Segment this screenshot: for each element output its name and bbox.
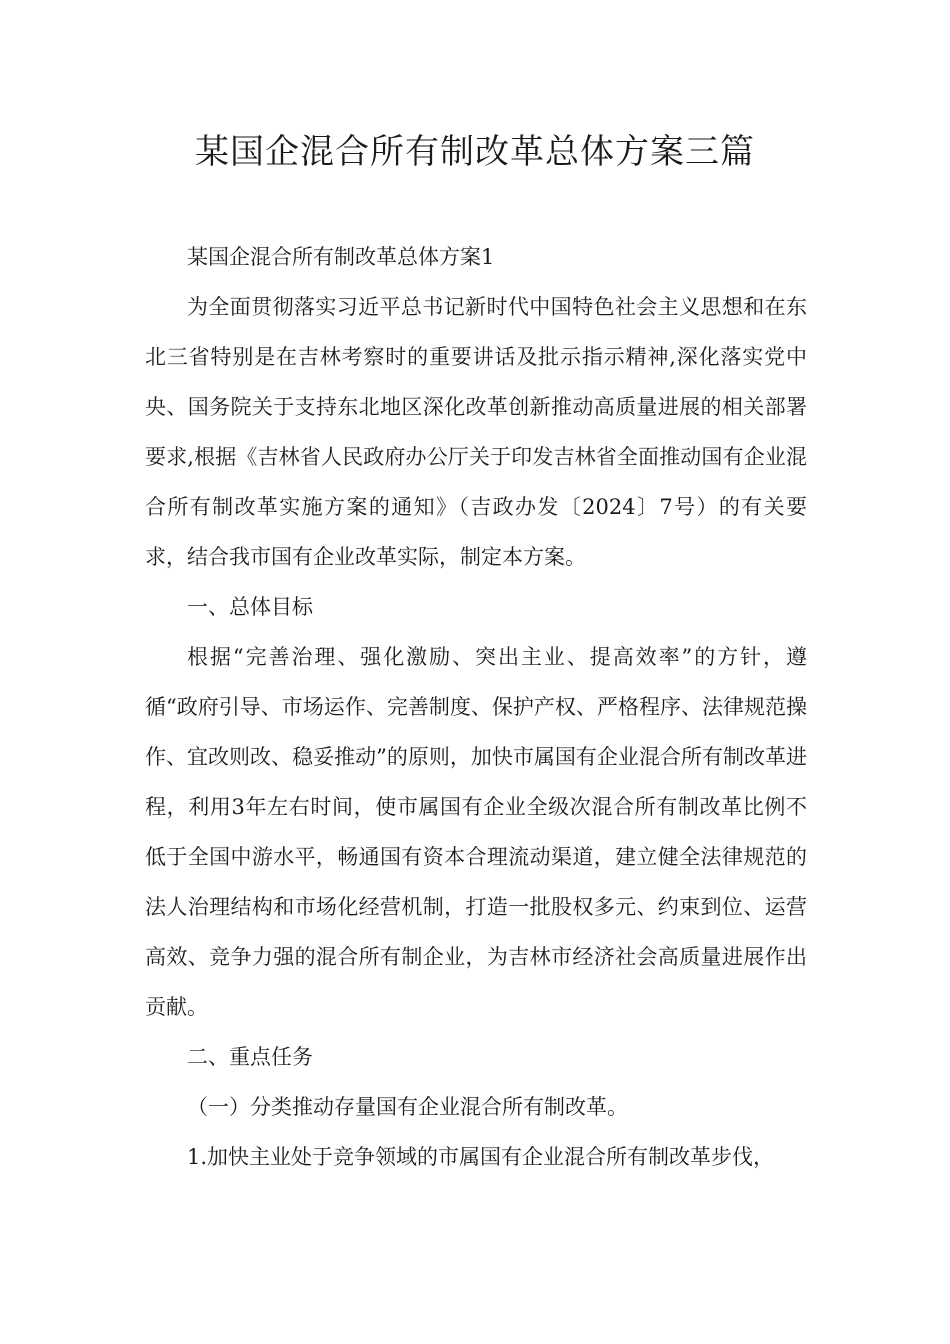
subtitle-paragraph: 某国企混合所有制改革总体方案1 [187, 245, 495, 269]
overall-goal-paragraph: 根据“完善治理、强化激励、突出主业、提高效率”的方针，遵循“政府引导、市场运作、完善制度、保护产权、严格程序、法律规范操作、宜改则改、稳妥推动”的原则，加快市属国有企业混合所有制改革进程，利用3年左右时间，使市属国有企业全级次混合所有制改革比例不低于全国中游水平，畅通国有资本合理流动渠道，建立健全法律规范的法人治理结构和市场化经营机制，打造一批股权多元、约束到位、运营高效、竞争力强的混合所有制企业，为吉林市经济社会高质量进展作出贡献。 [145, 645, 807, 1019]
list-item-paragraph: 1.加快主业处于竞争领域的市属国有企业混合所有制改革步伐， [187, 1145, 775, 1169]
subsection-heading: （一）分类推动存量国有企业混合所有制改革。 [187, 1095, 628, 1119]
document-title: 某国企混合所有制改革总体方案三篇 [195, 132, 755, 172]
intro-paragraph: 为全面贯彻落实习近平总书记新时代中国特色社会主义思想和在东北三省特别是在吉林考察时的重要讲话及批示指示精神,深化落实党中央、国务院关于支持东北地区深化改革创新推动高质量进展的相关部署要求,根据《吉林省人民政府办公厅关于印发吉林省全面推动国有企业混合所有制改革实施方案的通知》（吉政办发〔2024〕7号）的有关要求，结合我市国有企业改革实际，制定本方案。 [145, 295, 807, 569]
section-heading-overall-goal: 一、总体目标 [187, 595, 313, 619]
document-body [145, 232, 807, 1182]
section-heading-key-tasks: 二、重点任务 [187, 1045, 313, 1069]
